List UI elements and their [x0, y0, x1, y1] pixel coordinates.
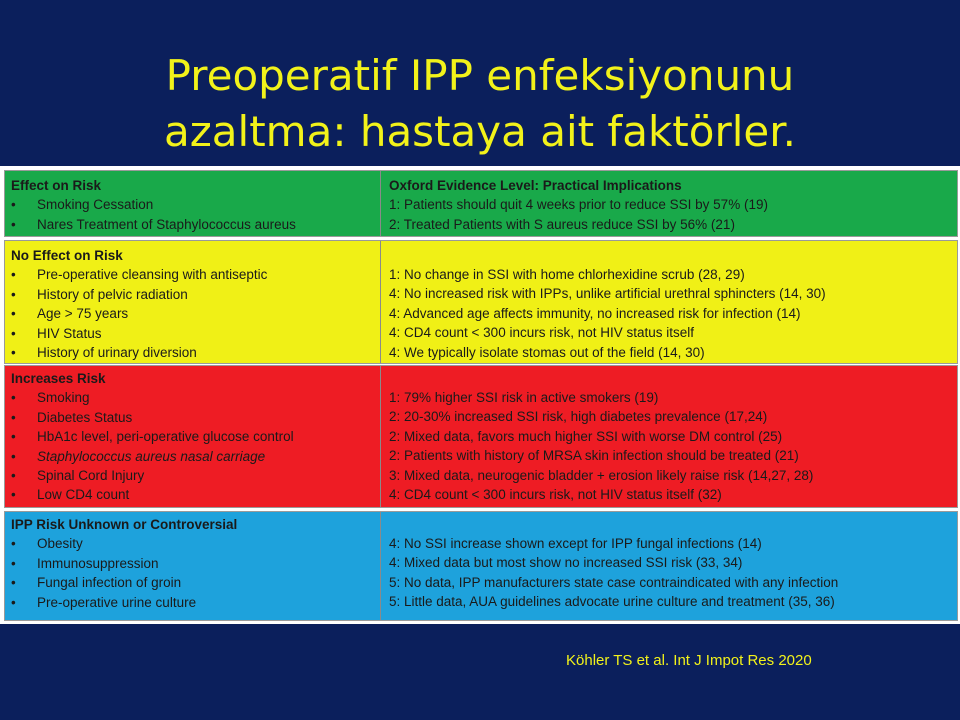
section-heading: Increases Risk [11, 371, 106, 386]
title-line-2: azaltma: hastaya ait faktörler. [164, 107, 796, 156]
section-no-effect-on-risk [4, 240, 958, 364]
implication-line: 4: Mixed data but most show no increased SSI risk (33, 34) [389, 555, 743, 571]
implication-line: 5: No data, IPP manufacturers state case contraindicated with any infection [389, 574, 839, 590]
section-implications [381, 366, 957, 507]
section-increases-risk [4, 365, 958, 508]
list-item: • Spinal Cord Injury [11, 468, 145, 484]
list-item: • Low CD4 count [11, 487, 130, 503]
list-item: • Obesity [11, 536, 83, 552]
implication-line: 3: Mixed data, neurogenic bladder + erosion likely raise risk (14,27, 28) [389, 467, 814, 483]
list-item: • Pre-operative cleansing with antiseptic [11, 267, 268, 283]
section-heading: No Effect on Risk [11, 248, 123, 263]
slide-title [0, 48, 960, 160]
section-implications [381, 512, 957, 620]
implication-line: 1: No change in SSI with home chlorhexidine scrub (28, 29) [389, 267, 745, 282]
implication-line: 2: Treated Patients with S aureus reduce SSI by 56% (21) [389, 216, 735, 232]
list-item: • Smoking Cessation [11, 197, 154, 213]
list-item: • HIV Status [11, 325, 102, 341]
list-item: • History of urinary diversion [11, 345, 197, 361]
title-line-1: Preoperatif IPP enfeksiyonunu [165, 51, 795, 100]
list-item: • History of pelvic radiation [11, 286, 188, 302]
section-factors [5, 241, 381, 363]
implication-line: 1: Patients should quit 4 weeks prior to reduce SSI by 57% (19) [389, 197, 768, 213]
list-item: • Staphylococcus aureus nasal carriage [11, 448, 266, 464]
section-factors [5, 366, 381, 507]
implication-line: 4: CD4 count < 300 incurs risk, not HIV status itself [389, 325, 695, 341]
implication-line: 2: 20-30% increased SSI risk, high diabetes prevalence (17,24) [389, 409, 768, 425]
list-item: • Age > 75 years [11, 306, 129, 322]
section-implications [381, 171, 957, 236]
implication-line: 5: Little data, AUA guidelines advocate urine culture and treatment (35, 36) [389, 594, 835, 610]
implication-line: 4: No increased risk with IPPs, unlike artificial urethral sphincters (14, 30) [389, 286, 826, 302]
implication-line: 4: Advanced age affects immunity, no increased risk for infection (14) [389, 305, 801, 321]
implication-line: 4: CD4 count < 300 incurs risk, not HIV status itself (32) [389, 487, 722, 503]
implication-line: 2: Patients with history of MRSA skin infection should be treated (21) [389, 448, 799, 464]
list-item: • HbA1c level, peri-operative glucose control [11, 429, 294, 445]
list-item: • Fungal infection of groin [11, 575, 182, 591]
implication-line: 4: No SSI increase shown except for IPP fungal infections (14) [389, 536, 762, 551]
section-heading: Effect on Risk [11, 178, 102, 193]
implication-line: 2: Mixed data, favors much higher SSI with worse DM control (25) [389, 428, 783, 444]
section-factors [5, 171, 381, 236]
citation: Köhler TS et al. Int J Impot Res 2020 [566, 652, 812, 669]
list-item: • Diabetes Status [11, 409, 133, 425]
list-item: • Pre-operative urine culture [11, 594, 197, 610]
implication-line: 1: 79% higher SSI risk in active smokers (19) [389, 390, 659, 405]
list-item: • Immunosuppression [11, 555, 159, 571]
list-item: • Smoking [11, 390, 90, 406]
implications-heading: Oxford Evidence Level: Practical Implications [389, 178, 682, 193]
implication-line: 4: We typically isolate stomas out of the field (14, 30) [389, 344, 705, 360]
section-unknown-risk [4, 511, 958, 621]
section-implications [381, 241, 957, 363]
list-item: • Nares Treatment of Staphylococcus aureus [11, 216, 296, 232]
section-effect-on-risk [4, 170, 958, 237]
risk-factor-table [0, 166, 960, 624]
section-factors [5, 512, 381, 620]
section-heading: IPP Risk Unknown or Controversial [11, 517, 238, 532]
